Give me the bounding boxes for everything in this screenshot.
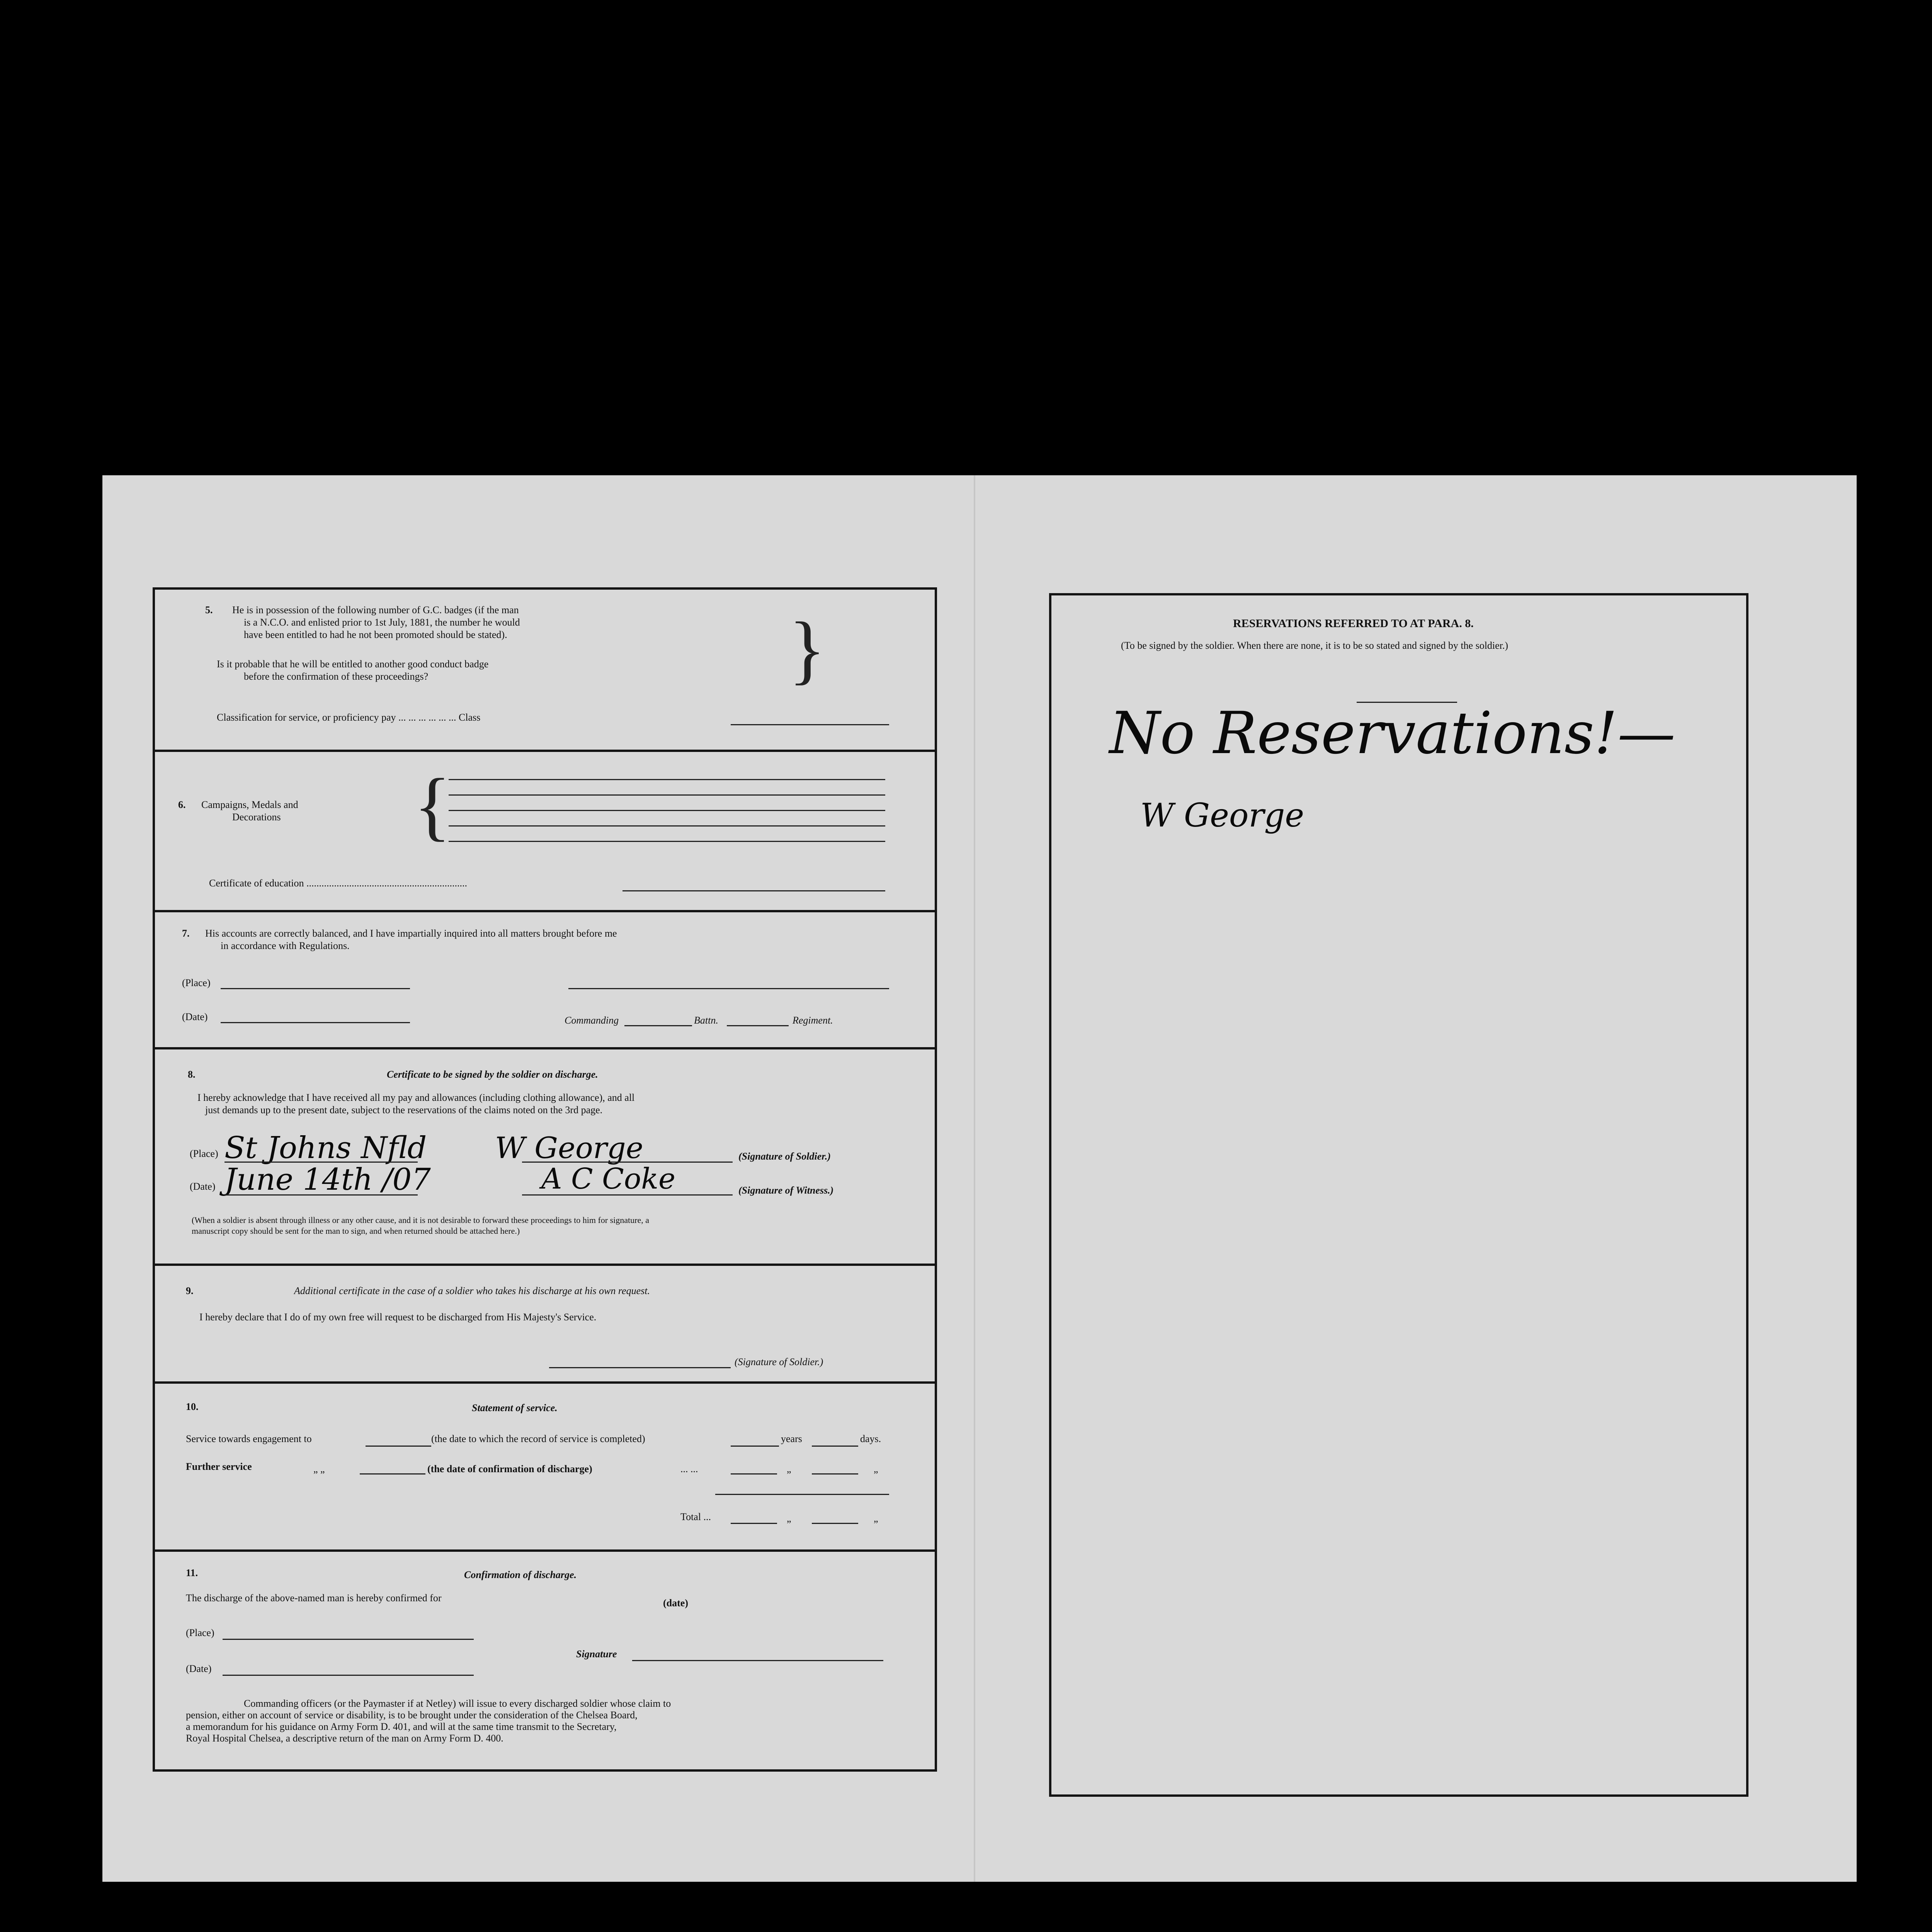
reservations-title: RESERVATIONS REFERRED TO AT PARA. 8.	[1233, 617, 1474, 630]
section-7	[155, 912, 935, 1049]
page-fold	[974, 475, 975, 1882]
s10-field-line	[360, 1473, 425, 1475]
section-5	[155, 590, 935, 752]
commanding-label: Commanding	[565, 1015, 619, 1026]
classification-line: Classification for service, or proficiency pay ... ... ... ... ... ... Class	[217, 712, 481, 723]
s8-text: I hereby acknowledge that I have received all my pay and allowances (including clothing allowance), and all	[197, 1092, 635, 1103]
section-6	[155, 752, 935, 912]
s10-ditto: „	[787, 1463, 791, 1475]
soldier-signature-label: (Signature of Soldier.)	[738, 1151, 831, 1162]
place-field-line	[223, 1639, 474, 1640]
brace: {	[414, 763, 451, 849]
s11-note: pension, either on account of service or disability, is to be brought under the consideration of the Chelsea Board,	[186, 1709, 638, 1721]
s10-field-line	[812, 1523, 858, 1524]
section-number: 8.	[188, 1069, 196, 1080]
s10-field-line	[731, 1473, 777, 1475]
handwritten-signature: W George	[1140, 796, 1304, 834]
s10-row2: ... ...	[680, 1463, 698, 1475]
s11-note: Commanding officers (or the Paymaster if at Netley) will issue to every discharged soldier whose claim to	[244, 1698, 671, 1709]
battn-label: Battn.	[694, 1015, 718, 1026]
s10-row2: Further service	[186, 1461, 252, 1472]
s10-heading: Statement of service.	[472, 1402, 558, 1413]
section-number: 11.	[186, 1567, 198, 1578]
regiment-label: Regiment.	[793, 1015, 833, 1026]
witness-signature-label: (Signature of Witness.)	[738, 1185, 834, 1196]
s10-row1: days.	[860, 1433, 881, 1444]
s10-ditto: „ „	[313, 1463, 325, 1475]
s11-note: Royal Hospital Chelsea, a descriptive return of the man on Army Form D. 400.	[186, 1733, 503, 1744]
battn-field-line	[727, 1025, 789, 1026]
s5-text: He is in possession of the following number of G.C. badges (if the man	[232, 604, 519, 616]
education-certificate: Certificate of education ................................................................	[209, 878, 467, 889]
s10-field-line	[366, 1446, 431, 1447]
s8-text: just demands up to the present date, subject to the reservations of the claims noted on the 3rd page.	[205, 1104, 603, 1116]
signature-label: Signature	[576, 1648, 617, 1660]
commanding-field-line	[624, 1025, 692, 1026]
reservations-box	[1049, 593, 1748, 1797]
s10-ditto: „	[874, 1513, 878, 1524]
s10-row1: Service towards engagement to	[186, 1433, 312, 1444]
s11-text: The discharge of the above-named man is hereby confirmed for	[186, 1592, 442, 1604]
class-field-line	[731, 724, 889, 725]
section-number: 10.	[186, 1401, 199, 1412]
s10-row1: (the date to which the record of service is completed)	[431, 1433, 645, 1444]
s10-field-line	[812, 1446, 858, 1447]
handwritten-place: St Johns Nfld	[224, 1131, 427, 1165]
handwritten-no-reservations: No Reservations!—	[1109, 700, 1675, 767]
s8-heading: Certificate to be signed by the soldier on discharge.	[387, 1069, 598, 1080]
s9-signature-label: (Signature of Soldier.)	[735, 1356, 823, 1367]
campaigns-label: Decorations	[232, 811, 281, 823]
handwritten-witness-signature: A C Coke	[541, 1162, 675, 1196]
campaign-line	[449, 794, 885, 796]
section-number: 7.	[182, 928, 190, 939]
place-field-line	[221, 988, 410, 989]
s5-text: before the confirmation of these proceedings?	[244, 671, 429, 682]
signature-field-line	[568, 988, 889, 989]
campaign-line	[449, 825, 885, 827]
section-number: 9.	[186, 1285, 194, 1296]
campaign-line	[449, 810, 885, 811]
section-10	[155, 1384, 935, 1552]
campaign-line	[449, 841, 885, 842]
discharge-form	[153, 587, 937, 1772]
s10-ditto: „	[874, 1463, 878, 1475]
s9-heading: Additional certificate in the case of a soldier who takes his discharge at his own request.	[294, 1285, 650, 1296]
s5-text: is a N.C.O. and enlisted prior to 1st July, 1881, the number he would	[244, 617, 520, 628]
s11-note: a memorandum for his guidance on Army Form D. 401, and will at the same time transmit to the Secretary,	[186, 1721, 617, 1732]
date-label: (Date)	[182, 1011, 208, 1022]
place-label: (Place)	[190, 1148, 218, 1159]
s10-field-line	[812, 1473, 858, 1475]
date-field-line	[221, 1022, 410, 1023]
s11-date-word: (date)	[663, 1597, 688, 1609]
campaign-line	[449, 779, 885, 780]
reservations-subtitle: (To be signed by the soldier. When there are none, it is to be so stated and signed by the soldier.)	[1121, 640, 1509, 651]
s10-field-line	[731, 1523, 777, 1524]
section-11	[155, 1552, 935, 1769]
s10-total: Total ...	[680, 1511, 711, 1522]
s7-text: His accounts are correctly balanced, and I have impartially inquired into all matters brought before me	[205, 928, 617, 939]
s10-field-line	[731, 1446, 779, 1447]
s10-ditto: „	[787, 1513, 791, 1524]
section-number: 6.	[178, 799, 186, 810]
s11-heading: Confirmation of discharge.	[464, 1569, 577, 1580]
date-field-line	[224, 1194, 418, 1196]
education-field-line	[622, 890, 885, 891]
date-field-line	[223, 1675, 474, 1676]
date-label: (Date)	[186, 1663, 212, 1674]
s10-row2: (the date of confirmation of discharge)	[427, 1463, 592, 1475]
s7-text: in accordance with Regulations.	[221, 940, 350, 951]
signature-field-line	[632, 1660, 883, 1661]
s5-text: Is it probable that he will be entitled to another good conduct badge	[217, 658, 489, 670]
section-number: 5.	[205, 604, 213, 616]
s9-text: I hereby declare that I do of my own free will request to be discharged from His Majesty's Service.	[199, 1311, 597, 1323]
date-label: (Date)	[190, 1181, 216, 1192]
place-label: (Place)	[186, 1627, 214, 1638]
s10-row1: years	[781, 1433, 802, 1444]
handwritten-soldier-signature: W George	[495, 1131, 643, 1165]
section-9	[155, 1266, 935, 1384]
s5-text: have been entitled to had he not been promoted should be stated).	[244, 629, 507, 640]
place-label: (Place)	[182, 977, 211, 988]
s9-sig-line	[549, 1367, 731, 1368]
handwritten-date: June 14th /07	[224, 1162, 431, 1197]
s10-total-rule	[715, 1494, 889, 1495]
s8-note: (When a soldier is absent through illness or any other cause, and it is not desirable to forward these proceedings to him for signature, a	[192, 1215, 650, 1225]
s8-note: manuscript copy should be sent for the man to sign, and when returned should be attached here.)	[192, 1226, 520, 1236]
section-8	[155, 1049, 935, 1266]
brace: }	[789, 607, 826, 692]
campaigns-label: Campaigns, Medals and	[201, 799, 298, 810]
witness-sig-line	[522, 1194, 733, 1196]
